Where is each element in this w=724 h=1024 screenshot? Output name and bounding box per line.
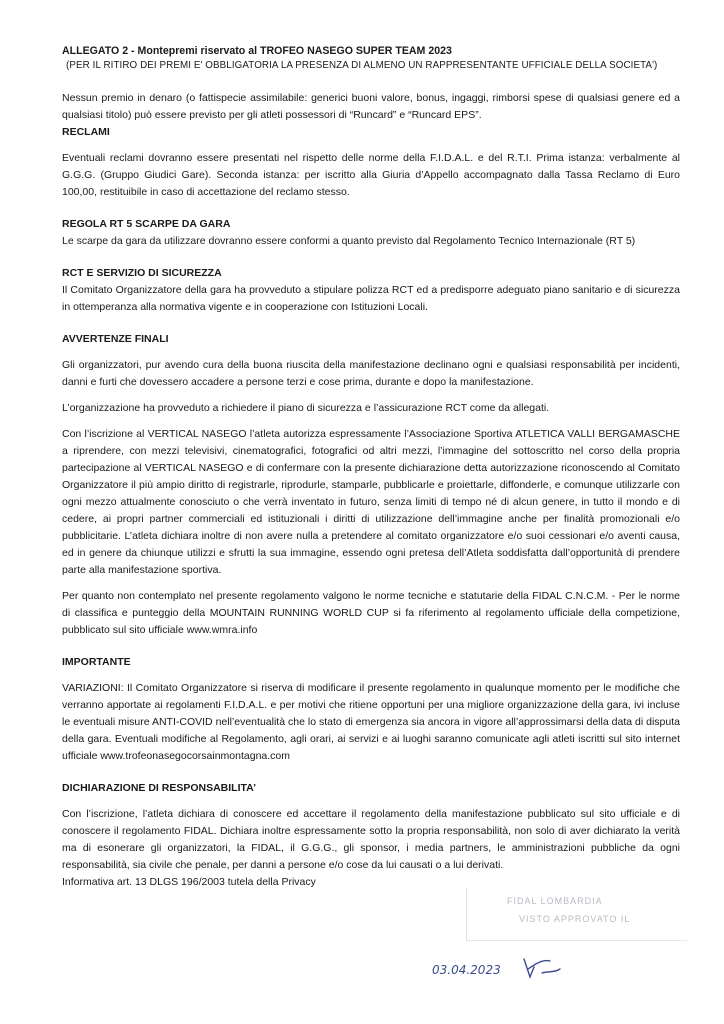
avvertenze-paragraph-4: Per quanto non contemplato nel presente regolamento valgono le norme tecniche e statutarie della FIDAL C.N.C.M. - Per le norme di classifica e punteggio della MOUNTAIN RUNNING WORLD CUP si fa riferimento al regolamento ufficiale della competizione, pubblicato sul sito ufficiale www.wmra.info	[62, 590, 680, 636]
attachment-title: ALLEGATO 2 - Montepremi riservato al TROFEO NASEGO SUPER TEAM 2023	[62, 45, 452, 57]
importante-heading: IMPORTANTE	[62, 656, 131, 668]
stamp-line-1: FIDAL LOMBARDIA	[507, 896, 603, 906]
signature-date: 03.04.2023	[432, 963, 501, 977]
approval-stamp	[466, 888, 687, 941]
document-page	[62, 44, 680, 891]
rct-heading: RCT E SERVIZIO DI SICUREZZA	[62, 267, 222, 279]
scarpe-paragraph: Le scarpe da gara da utilizzare dovranno essere conformi a quanto previsto dal Regolamento Tecnico Internazionale (RT 5)	[62, 235, 636, 247]
reclami-paragraph: Eventuali reclami dovranno essere presentati nel rispetto delle norme della F.I.D.A.L. e del R.T.I. Prima istanza: verbalmente al G.G.G. (Gruppo Giudici Gare). Seconda istanza: per iscritto alla Giuria d’Appello accompagnato dalla Tassa Reclamo di Euro 100,00, restituibile in caso di accettazione del reclamo stesso.	[62, 152, 680, 198]
avvertenze-paragraph-1: Gli organizzatori, pur avendo cura della buona riuscita della manifestazione declinano ogni e qualsiasi responsabilità per incidenti, danni e furti che dovessero accadere a persone terzi e cose prima, durante e dopo la manifestazione.	[62, 359, 680, 388]
importante-paragraph: VARIAZIONI: Il Comitato Organizzatore si riserva di modificare il presente regolamento in qualunque momento per le modifiche che verranno apportate ai regolamenti F.I.D.A.L. e per motivi che ritiene opportuni per una migliore organizzazione della gara, ivi incluse le eventuali misure ANTI-COVID nell’eventualità che lo stato di emergenza sia ancora in vigore all’approssimarsi della data di disputa della gara. Eventuali modifiche al Regolamento, agli orari, ai servizi e ai luoghi saranno comunicate agli atleti iscritti sul sito internet ufficiale www.trofeonasegocorsainmontagna.com	[62, 682, 680, 762]
reclami-heading: RECLAMI	[62, 126, 110, 138]
scarpe-heading: REGOLA RT 5 SCARPE DA GARA	[62, 218, 231, 230]
dichiarazione-paragraph: Con l’iscrizione, l’atleta dichiara di conoscere ed accettare il regolamento della manifestazione pubblicato sul sito ufficiale e di conoscere il regolamento FIDAL. Dichiara inoltre espressamente sotto la propria responsabilità, non solo di aver dichiarato la verità ma di esonerare gli organizzatori, la FIDAL, il G.G.G., gli sponsor, i media partners, le amministrazioni pubbliche da ogni responsabilità, sia civile che penale, per danni a persone e/o cose da lui causati o a lui derivati.	[62, 808, 680, 871]
rct-paragraph: Il Comitato Organizzatore della gara ha provveduto a stipulare polizza RCT ed a predisporre adeguato piano sanitario e di sicurezza in ottemperanza alla normativa vigente e in cooperazione con Istituzioni Locali.	[62, 284, 680, 313]
privacy-note: Informativa art. 13 DLGS 196/2003 tutela della Privacy	[62, 876, 316, 888]
dichiarazione-heading: DICHIARAZIONE DI RESPONSABILITA’	[62, 782, 257, 794]
avvertenze-paragraph-2: L’organizzazione ha provveduto a richiedere il piano di sicurezza e l’assicurazione RCT come da allegati.	[62, 402, 550, 414]
prize-rule-paragraph: Nessun premio in denaro (o fattispecie assimilabile: generici buoni valore, bonus, ingaggi, rimborsi spese di qualsiasi genere ed a qualsiasi titolo) può essere previsto per gli atleti possessori di “Runcard” e “Runcard EPS”.	[62, 92, 680, 121]
stamp-line-2: VISTO APPROVATO IL	[519, 914, 631, 924]
avvertenze-paragraph-3: Con l’iscrizione al VERTICAL NASEGO l’atleta autorizza espressamente l’Associazione Sportiva ATLETICA VALLI BERGAMASCHE a riprendere, con mezzi televisivi, cinematografici, fotografici od altri mezzi, l’immagine del sottoscritto nel corso della propria partecipazione al VERTICAL NASEGO e di confermare con la presente dichiarazione detta autorizzazione riconoscendo al Comitato Organizzatore il più ampio diritto di registrarle, riprodurle, stamparle, pubblicarle e proiettarle, diffonderle, e comunque utilizzarle con ogni mezzo attualmente conosciuto o che verrà inventato in futuro, senza limiti di tempo né di alcun genere, in tutto il mondo e di cedere, ai propri partner commerciali ed istituzionali i diritti di utilizzazione dell’immagine anche per finalità promozionali e/o pubblicitarie. L’atleta dichiara inoltre di non avere nulla a pretendere al comitato organizzatore e/o suoi cessionari e/o aventi causa, ed in genere da chiunque utilizzi e sfrutti la sua immagine, essendo ogni pretesa dell’Atleta soddisfatta dall’opportunità di prendere parte alla manifestazione sportiva.	[62, 428, 680, 576]
attachment-subtitle: (PER IL RITIRO DEI PREMI E' OBBLIGATORIA LA PRESENZA DI ALMENO UN RAPPRESENTANTE UFFICIALE DELLA SOCIETA')	[66, 60, 658, 71]
handwritten-signature-icon	[520, 953, 562, 981]
avvertenze-heading: AVVERTENZE FINALI	[62, 333, 169, 345]
